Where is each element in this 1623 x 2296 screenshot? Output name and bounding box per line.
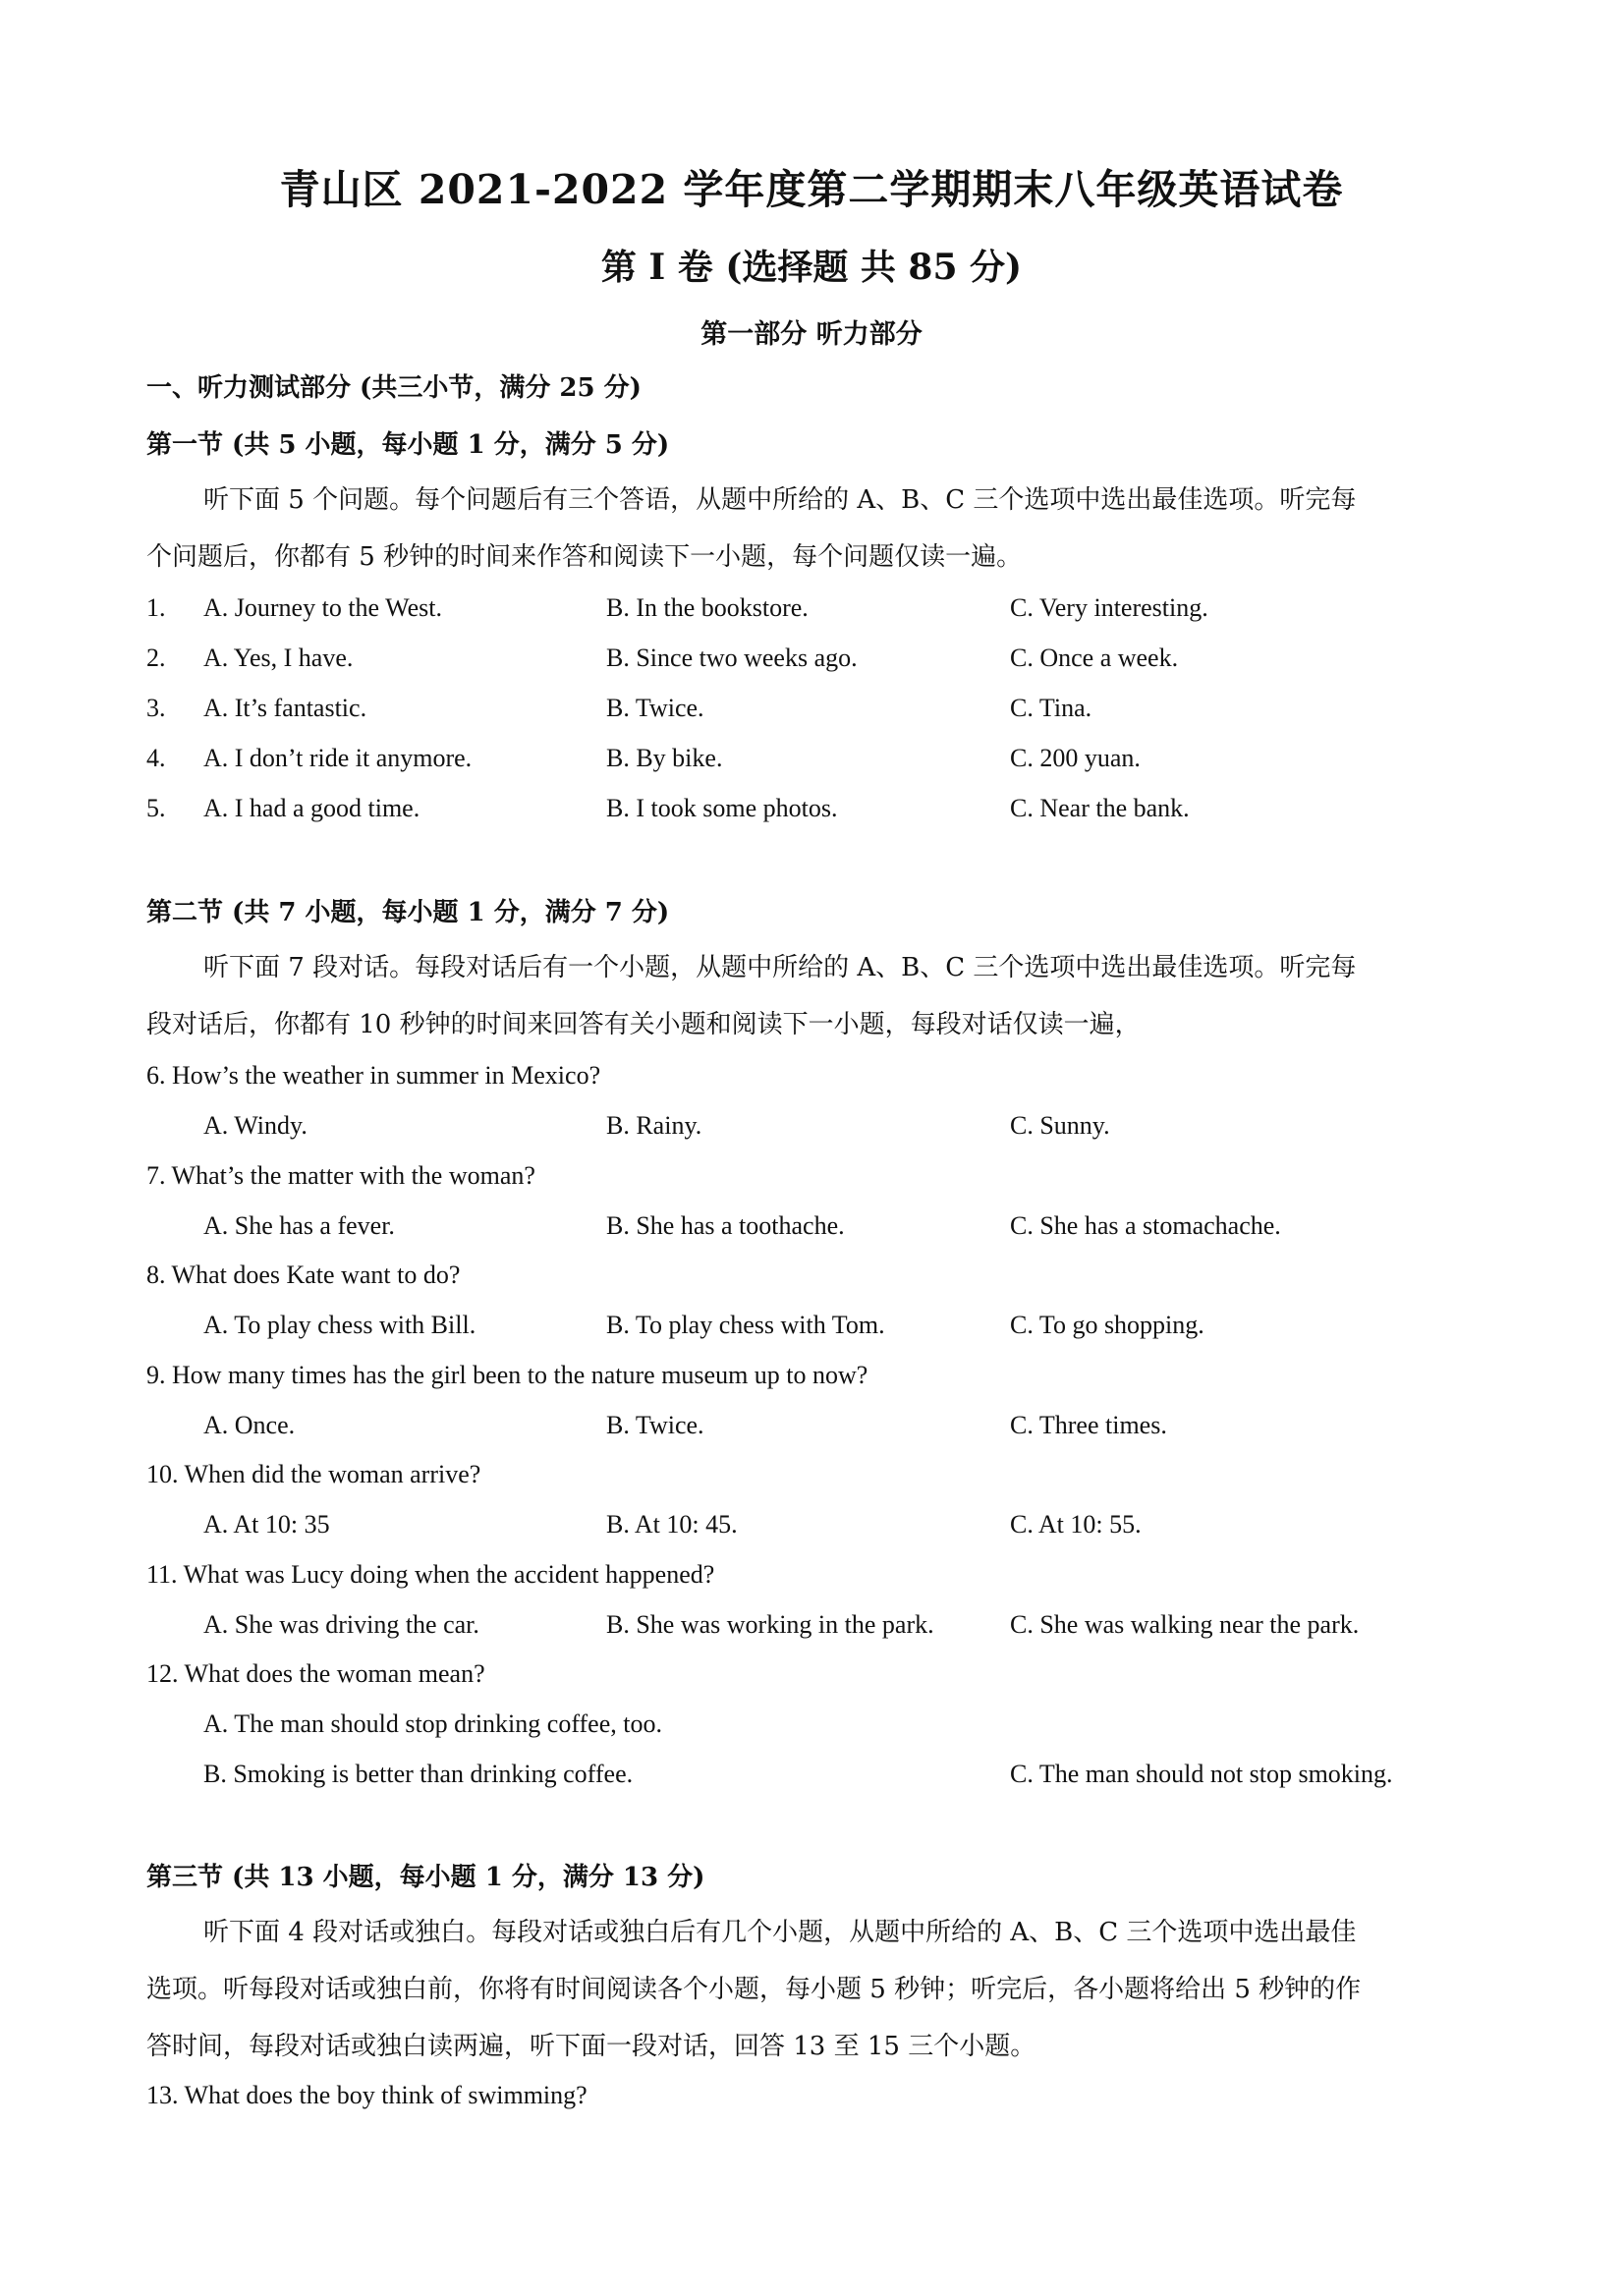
option-a: A. Once. — [203, 1411, 296, 1439]
option-c: C. Very interesting. — [1010, 593, 1208, 622]
question-text: 6. How’s the weather in summer in Mexico? — [146, 1061, 601, 1090]
question-text: 12. What does the woman mean? — [146, 1659, 485, 1688]
option-a: A. The man should stop drinking coffee, too. — [203, 1709, 662, 1738]
option-c: C. Near the bank. — [1010, 794, 1190, 822]
option-b: B. She has a toothache. — [606, 1211, 845, 1240]
option-c: C. The man should not stop smoking. — [1010, 1760, 1393, 1788]
volume-subtitle: 第 I 卷 (选择题 共 85 分) — [600, 247, 1023, 288]
option-b: B. To play chess with Tom. — [606, 1311, 885, 1339]
option-b: B. She was working in the park. — [606, 1610, 934, 1639]
option-c: C. Three times. — [1010, 1411, 1167, 1439]
option-a: A. Windy. — [203, 1111, 308, 1140]
s1-instruction-line2: 个问题后，你都有 5 秒钟的时间来作答和阅读下一小题，每个问题仅读一遍。 — [146, 542, 1023, 572]
part-title: 第一部分 听力部分 — [700, 319, 923, 350]
s1-heading: 第一节 (共 5 小题，每小题 1 分，满分 5 分) — [146, 430, 670, 460]
s3-heading: 第三节 (共 13 小题，每小题 1 分，满分 13 分) — [146, 1863, 705, 1892]
option-a: A. It’s fantastic. — [203, 694, 367, 722]
option-b: B. In the bookstore. — [606, 593, 809, 622]
s2-instruction-line1: 听下面 7 段对话。每段对话后有一个小题，从题中所给的 A、B、C 三个选项中选出最佳选项。听完每 — [203, 953, 1357, 982]
option-c: C. 200 yuan. — [1010, 744, 1141, 772]
option-a: A. To play chess with Bill. — [203, 1311, 476, 1339]
item-number: 1. — [146, 593, 166, 622]
option-c: C. She was walking near the park. — [1010, 1610, 1360, 1639]
option-b: B. I took some photos. — [606, 794, 838, 822]
option-b: B. Since two weeks ago. — [606, 644, 858, 672]
question-text: 11. What was Lucy doing when the accident happened? — [146, 1560, 715, 1589]
option-a: A. Yes, I have. — [203, 644, 354, 672]
option-a: A. At 10: 35 — [203, 1510, 330, 1539]
exam-title: 青山区 2021-2022 学年度第二学期期末八年级英语试卷 — [279, 166, 1344, 213]
s3-instruction-line2: 选项。听每段对话或独白前，你将有时间阅读各个小题，每小题 5 秒钟；听完后，各小题将给出 5 秒钟的作 — [146, 1975, 1362, 2004]
question-text: 8. What does Kate want to do? — [146, 1260, 461, 1289]
option-c: C. She has a stomachache. — [1010, 1211, 1281, 1240]
option-c: C. To go shopping. — [1010, 1311, 1204, 1339]
s2-instruction-line2: 段对话后，你都有 10 秒钟的时间来回答有关小题和阅读下一小题，每段对话仅读一遍， — [146, 1010, 1141, 1039]
option-a: A. I had a good time. — [203, 794, 420, 822]
s3-instruction-line3: 答时间，每段对话或独白读两遍，听下面一段对话，回答 13 至 15 三个小题。 — [146, 2032, 1036, 2061]
s3-instruction-line1: 听下面 4 段对话或独白。每段对话或独白后有几个小题，从题中所给的 A、B、C 三个选项中选出最佳 — [203, 1918, 1357, 1947]
question-text: 13. What does the boy think of swimming? — [146, 2081, 588, 2109]
option-c: C. Sunny. — [1010, 1111, 1110, 1140]
question-text: 7. What’s the matter with the woman? — [146, 1161, 535, 1190]
option-a: A. She has a fever. — [203, 1211, 395, 1240]
option-a: A. I don’t ride it anymore. — [203, 744, 473, 772]
option-b: B. By bike. — [606, 744, 723, 772]
question-text: 10. When did the woman arrive? — [146, 1460, 481, 1488]
section-heading: 一、听力测试部分 (共三小节，满分 25 分) — [146, 373, 642, 403]
item-number: 4. — [146, 744, 166, 772]
option-c: C. Once a week. — [1010, 644, 1179, 672]
option-c: C. Tina. — [1010, 694, 1092, 722]
option-b: B. Rainy. — [606, 1111, 702, 1140]
option-b: B. Twice. — [606, 694, 704, 722]
item-number: 5. — [146, 794, 166, 822]
option-a: A. Journey to the West. — [203, 593, 442, 622]
s1-instruction-line1: 听下面 5 个问题。每个问题后有三个答语，从题中所给的 A、B、C 三个选项中选出最佳选项。听完每 — [203, 485, 1357, 515]
item-number: 2. — [146, 644, 166, 672]
s2-heading: 第二节 (共 7 小题，每小题 1 分，满分 7 分) — [146, 898, 670, 927]
option-b: B. At 10: 45. — [606, 1510, 738, 1539]
option-b: B. Smoking is better than drinking coffee. — [203, 1760, 634, 1788]
option-c: C. At 10: 55. — [1010, 1510, 1142, 1539]
question-text: 9. How many times has the girl been to the nature museum up to now? — [146, 1361, 868, 1389]
item-number: 3. — [146, 694, 166, 722]
option-a: A. She was driving the car. — [203, 1610, 479, 1639]
option-b: B. Twice. — [606, 1411, 704, 1439]
